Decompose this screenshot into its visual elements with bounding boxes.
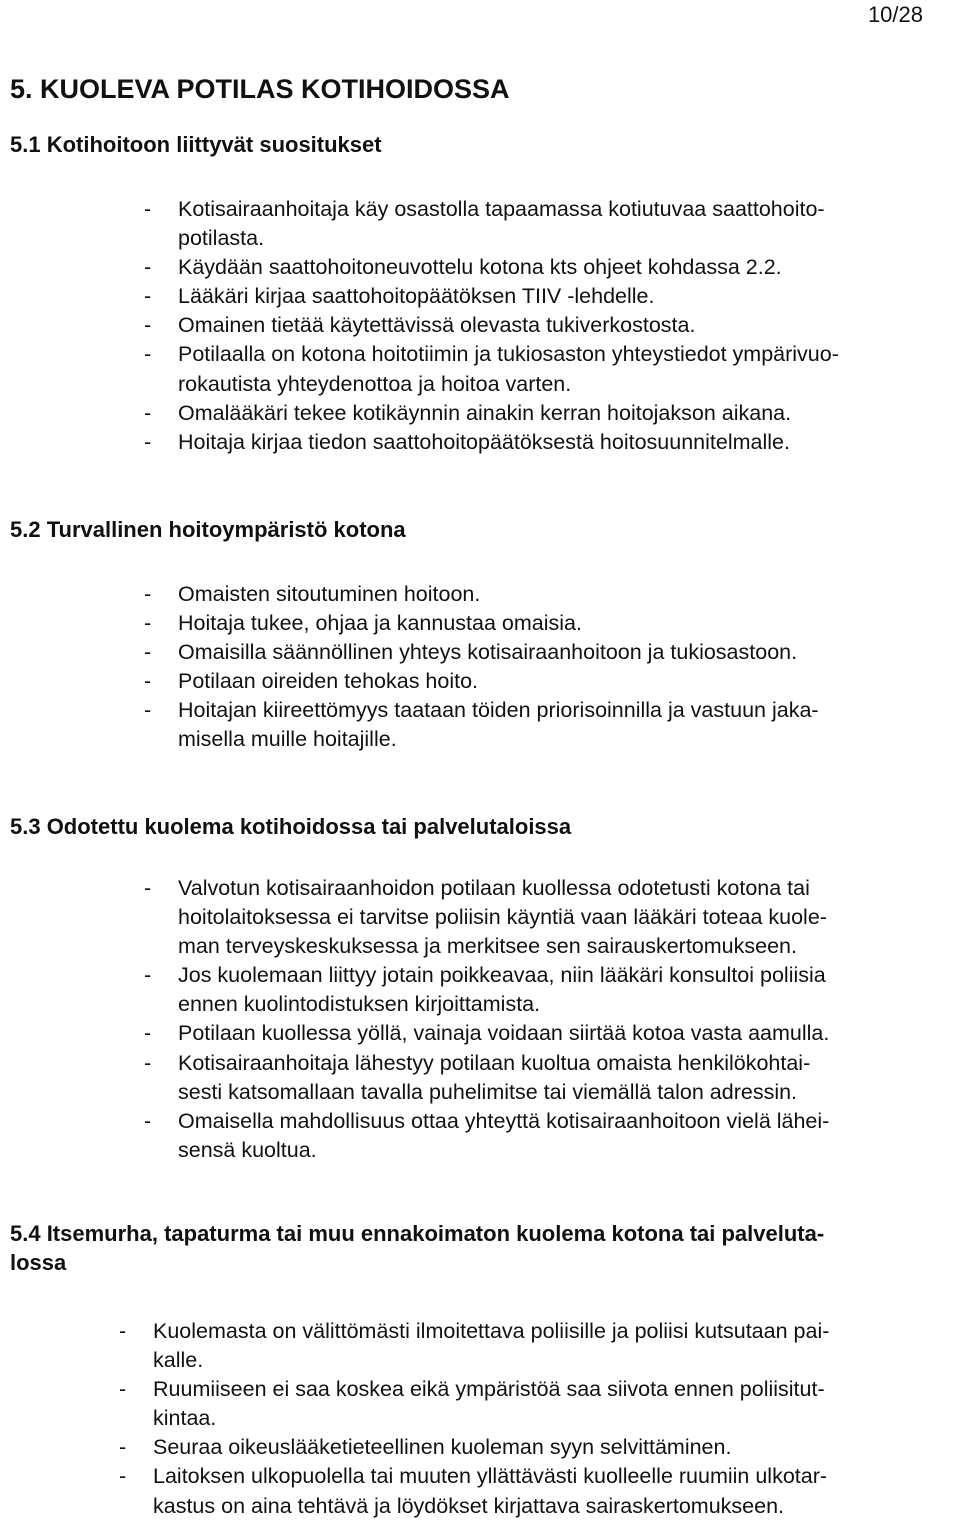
list-item: - Hoitaja kirjaa tiedon saattohoitopäätöksestä hoitosuunnitelmalle. — [178, 428, 958, 457]
list-5-3 — [178, 874, 958, 1165]
list-item: - Käydään saattohoitoneuvottelu kotona kts ohjeet kohdassa 2.2. — [178, 253, 958, 282]
list-item: - Omainen tietää käytettävissä olevasta tukiverkostosta. — [178, 311, 958, 340]
list-item: - Seuraa oikeuslääketieteellinen kuoleman syyn selvittäminen. — [153, 1433, 958, 1462]
chapter-title: 5. KUOLEVA POTILAS KOTIHOIDOSSA — [10, 74, 510, 104]
list-item: - Jos kuolemaan liittyy jotain poikkeavaa, niin lääkäri konsultoi poliisia ennen kuolintodistuksen kirjoittamista. — [178, 961, 958, 1019]
list-item: - Omaisella mahdollisuus ottaa yhteyttä kotisairaanhoitoon vielä lähei- sensä kuoltua. — [178, 1107, 958, 1165]
list-item: - Kotisairaanhoitaja käy osastolla tapaamassa kotiutuvaa saattohoito- potilasta. — [178, 195, 958, 253]
list-item: - Lääkäri kirjaa saattohoitopäätöksen TIIV -lehdelle. — [178, 282, 958, 311]
list-item: - Potilaan oireiden tehokas hoito. — [178, 667, 958, 696]
list-5-4 — [153, 1317, 958, 1521]
section-title-5-3: 5.3 Odotettu kuolema kotihoidossa tai palvelutaloissa — [10, 814, 572, 839]
page-number: 10/28 — [867, 2, 923, 27]
list-item: - Laitoksen ulkopuolella tai muuten yllättävästi kuolleelle ruumiin ulkotar- kastus on aina tehtävä ja löydökset kirjattava sairaskertomukseen. — [153, 1462, 958, 1520]
list-item: - Omalääkäri tekee kotikäynnin ainakin kerran hoitojakson aikana. — [178, 399, 958, 428]
list-item: - Potilaan kuollessa yöllä, vainaja voidaan siirtää kotoa vasta aamulla. — [178, 1019, 958, 1048]
list-item: - Kuolemasta on välittömästi ilmoitettava poliisille ja poliisi kutsutaan pai- kalle. — [153, 1317, 958, 1375]
section-title-5-2: 5.2 Turvallinen hoitoympäristö kotona — [10, 517, 406, 542]
list-item: - Hoitajan kiireettömyys taataan töiden priorisoinnilla ja vastuun jaka- misella muille hoitajille. — [178, 696, 958, 754]
list-item: - Kotisairaanhoitaja lähestyy potilaan kuoltua omaista henkilökohtai- sesti katsomallaan tavalla puhelimitse tai viemällä talon adressin. — [178, 1049, 958, 1107]
list-5-2 — [178, 580, 958, 755]
list-item: - Ruumiiseen ei saa koskea eikä ympäristöä saa siivota ennen poliisitut- kintaa. — [153, 1375, 958, 1433]
list-item: - Valvotun kotisairaanhoidon potilaan kuollessa odotetusti kotona tai hoitolaitoksessa ei tarvitse poliisin käyntiä vaan lääkäri toteaa kuole- man terveyskeskuksessa ja merkitsee sen sairauskertomukseen. — [178, 874, 958, 961]
list-item: - Potilaalla on kotona hoitotiimin ja tukiosaston yhteystiedot ympärivuo- rokautista yhteydenottoa ja hoitoa varten. — [178, 340, 958, 398]
section-title-5-4: 5.4 Itsemurha, tapaturma tai muu ennakoimaton kuolema kotona tai palveluta- lossa — [10, 1221, 825, 1275]
list-item: - Omaisilla säännöllinen yhteys kotisairaanhoitoon ja tukiosastoon. — [178, 638, 958, 667]
list-5-1 — [178, 195, 958, 457]
section-title-5-1: 5.1 Kotihoitoon liittyvät suositukset — [10, 132, 382, 157]
list-item: - Hoitaja tukee, ohjaa ja kannustaa omaisia. — [178, 609, 958, 638]
list-item: - Omaisten sitoutuminen hoitoon. — [178, 580, 958, 609]
